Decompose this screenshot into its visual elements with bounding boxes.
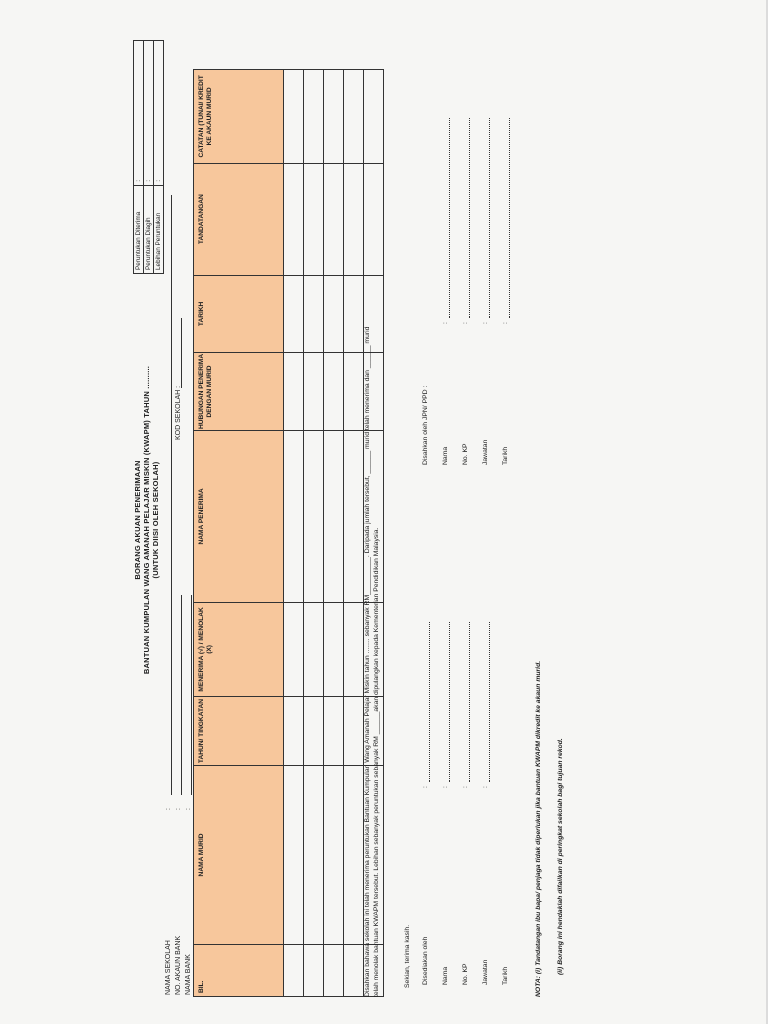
verified-tarikh-field[interactable] bbox=[502, 118, 510, 318]
colon: : bbox=[185, 808, 192, 810]
table-row[interactable] bbox=[344, 70, 364, 997]
landscape-form bbox=[125, 40, 565, 1000]
summary-label: Peruntukan Diterima bbox=[134, 185, 144, 273]
colon: : bbox=[422, 786, 429, 788]
verified-label-nama: Nama bbox=[442, 446, 449, 465]
summary-label: Lebihan Peruntukan bbox=[154, 185, 164, 273]
table-row[interactable] bbox=[324, 70, 344, 997]
col-tarikh: TARIKH bbox=[194, 275, 284, 353]
colon: : bbox=[145, 180, 152, 182]
kod-sekolah-field[interactable] bbox=[173, 318, 182, 388]
colon: : bbox=[155, 180, 162, 182]
summary-value-lebihan[interactable] bbox=[154, 41, 164, 186]
nama-sekolah-field[interactable] bbox=[163, 195, 172, 795]
summary-value-diagih[interactable] bbox=[144, 41, 154, 186]
prepared-label-jawatan: Jawatan bbox=[482, 959, 489, 985]
nota-line-1: NOTA: (i) Tandatangan ibu bapa/ penjaga tidak diperlukan jika bantuan KWAPM dikredit ke akaun murid. bbox=[535, 660, 542, 997]
colon: : bbox=[502, 322, 509, 324]
label-nama-bank: NAMA BANK bbox=[185, 954, 192, 995]
col-nama-murid: NAMA MURID bbox=[194, 766, 284, 944]
colon: : bbox=[482, 786, 489, 788]
prepared-jawatan-field[interactable] bbox=[482, 622, 490, 782]
nota-line-2: (ii) Borang ini hendaklah difailkan di peringkat sekolah bagi tujuan rekod. bbox=[557, 738, 564, 975]
col-catatan: CATATAN (TUNAI/ KREDIT KE AKAUN MURID bbox=[194, 70, 284, 164]
confirmation-line-1: Disahkan bahawa sekolah ini telah menerima peruntukan Bantuan Kumpulan Wang Amanah Pelajar Miskin tahun ........ sebanyak RM__________. Daripada jumlah tersebut, ______ murid telah menerima dan ______ murid bbox=[364, 326, 371, 997]
summary-box bbox=[133, 40, 164, 274]
col-bil: BIL. bbox=[194, 944, 284, 996]
colon: : bbox=[175, 808, 182, 810]
table-row[interactable] bbox=[284, 70, 304, 997]
summary-value-diterima[interactable] bbox=[134, 41, 144, 186]
table-row[interactable] bbox=[304, 70, 324, 997]
divider bbox=[169, 339, 179, 340]
closing-text: Sekian, terima kasih. bbox=[404, 924, 411, 988]
recipients-table bbox=[193, 69, 384, 997]
form-subtitle: BANTUAN KUMPULAN WANG AMANAH PELAJAR MISKIN (KWAPM) TAHUN .......... bbox=[142, 365, 151, 675]
label-kod-sekolah: KOD SEKOLAH : bbox=[175, 385, 182, 440]
colon: : bbox=[482, 322, 489, 324]
verified-label-jawatan: Jawatan bbox=[482, 439, 489, 465]
col-tandatangan: TANDATANGAN bbox=[194, 163, 284, 275]
prepared-signature-field[interactable] bbox=[422, 622, 430, 782]
nama-bank-field[interactable] bbox=[183, 595, 192, 795]
label-no-akaun: NO. AKAUN BANK bbox=[175, 935, 182, 995]
colon: : bbox=[442, 322, 449, 324]
no-akaun-field[interactable] bbox=[173, 595, 182, 795]
prepared-label-tarikh: Tarikh bbox=[502, 966, 509, 985]
col-tahun: TAHUN/ TINGKATAN bbox=[194, 696, 284, 766]
prepared-label-nama: Nama bbox=[442, 966, 449, 985]
verified-nama-field[interactable] bbox=[442, 118, 450, 318]
prepared-label-kp: No. KP bbox=[462, 963, 469, 985]
col-menerima: MENERIMA (√) / MENOLAK (X) bbox=[194, 603, 284, 697]
col-hubungan: HUBUNGAN PENERIMA DENGAN MURID bbox=[194, 353, 284, 431]
verified-kp-field[interactable] bbox=[462, 118, 470, 318]
colon: : bbox=[165, 808, 172, 810]
summary-label: Peruntukan Diagih bbox=[144, 185, 154, 273]
colon: : bbox=[462, 786, 469, 788]
label-nama-sekolah: NAMA SEKOLAH bbox=[165, 940, 172, 995]
prepared-heading: Disediakan oleh bbox=[422, 936, 429, 985]
prepared-kp-field[interactable] bbox=[462, 622, 470, 782]
verified-heading: Disahkan oleh JPN/ PPD : bbox=[422, 385, 429, 465]
form-title: BORANG AKUAN PENERIMAAN bbox=[133, 460, 142, 580]
colon: : bbox=[135, 180, 142, 182]
verified-label-kp: No. KP bbox=[462, 443, 469, 465]
table-header-row bbox=[194, 70, 284, 997]
colon: : bbox=[442, 786, 449, 788]
col-nama-penerima: NAMA PENERIMA bbox=[194, 430, 284, 602]
form-subtitle-note: (UNTUK DIISI OLEH SEKOLAH) bbox=[151, 461, 160, 579]
verified-label-tarikh: Tarikh bbox=[502, 446, 509, 465]
verified-jawatan-field[interactable] bbox=[482, 118, 490, 318]
prepared-nama-field[interactable] bbox=[442, 622, 450, 782]
colon: : bbox=[462, 322, 469, 324]
confirmation-line-2: telah menolak bantuan KWAPM tersebut. Lebihan sebanyak peruntukan sebanyak RM ______akan dipulangkan kepada Kementerian Pendidikan Malaysia. bbox=[373, 527, 380, 997]
